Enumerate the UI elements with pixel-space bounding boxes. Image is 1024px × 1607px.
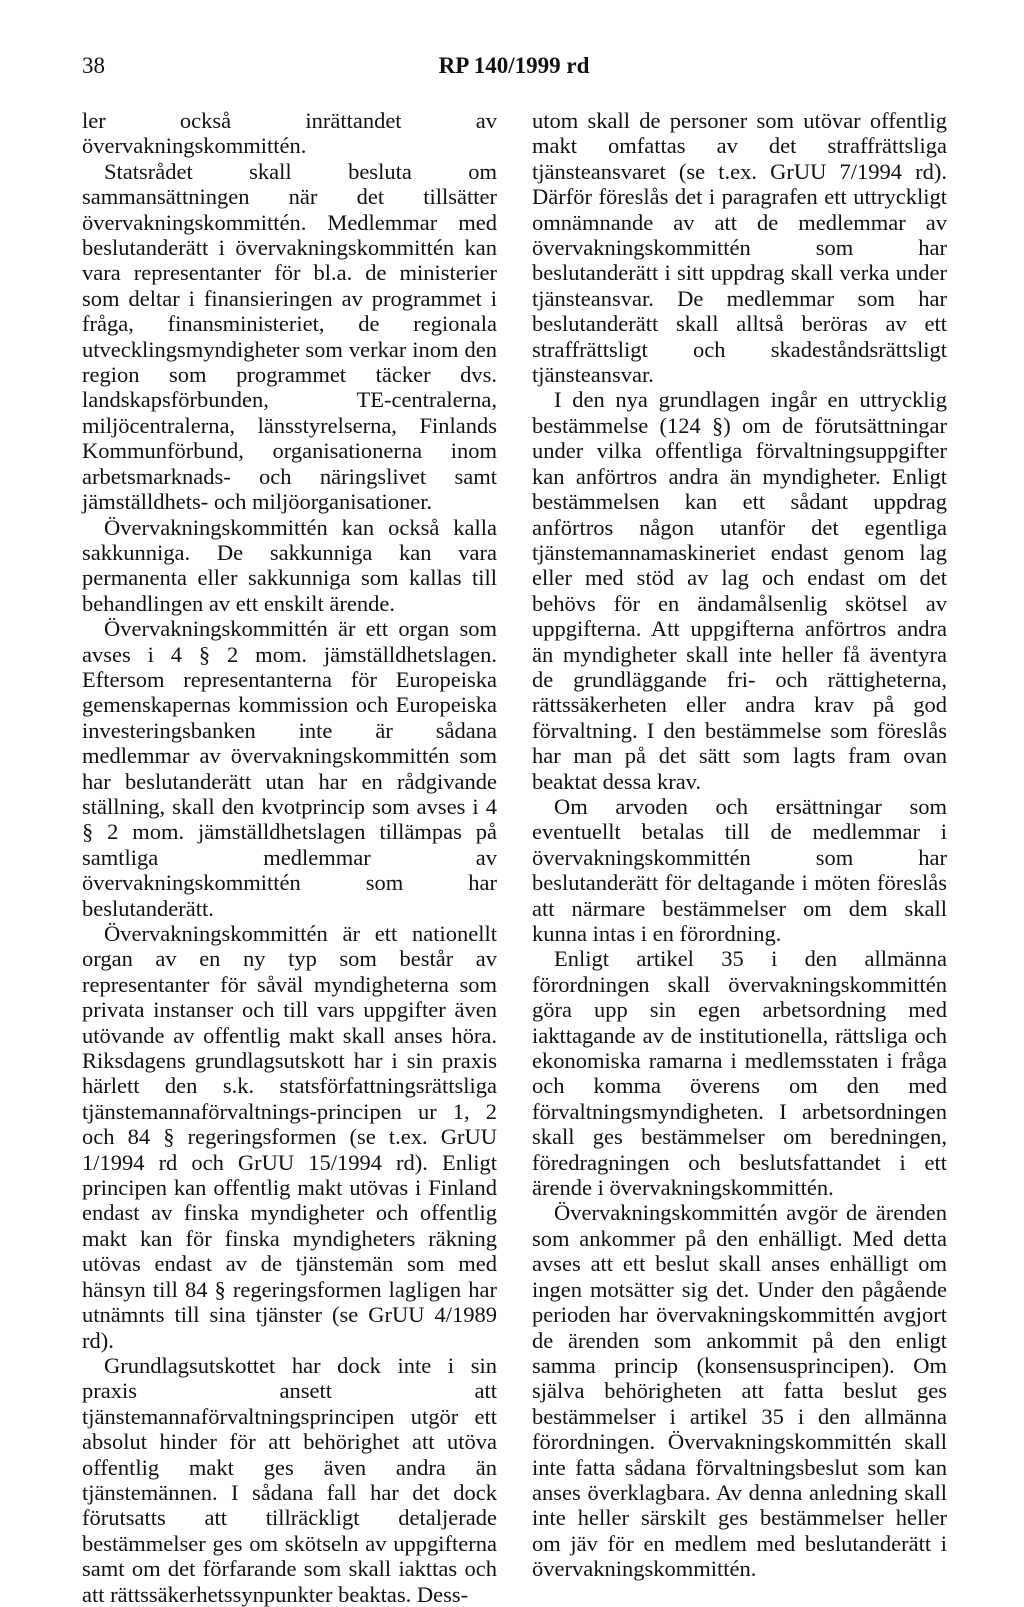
right-text-column (532, 108, 947, 1582)
paragraph: utom skall de personer som utövar offentlig makt omfattas av det straffrättsliga tjänsteansvaret (se t.ex. GrUU 7/1994 rd). Därför föreslås det i paragrafen ett uttryckligt omnämnande av att de medlemmar av övervakningskommittén som har beslutanderätt i sitt uppdrag skall verka under tjänsteansvar. De medlemmar som har beslutanderätt skall alltså beröras av ett straffrättsligt och skadeståndsrättsligt tjänsteansvar. (532, 108, 947, 388)
paragraph: Statsrådet skall besluta om sammansättningen när det tillsätter övervakningskommittén. Medlemmar med beslutanderätt i övervakningskommittén kan vara representanter för bl.a. de ministerier som deltar i finansieringen av programmet i fråga, finansministeriet, de regionala utvecklingsmyndigheter som verkar inom den region som programmet täcker dvs. landskapsförbunden, TE-centralerna, miljöcentralerna, länsstyrelserna, Finlands Kommunförbund, organisationerna inom arbetsmarknads- och näringslivet samt jämställdhets- och miljöorganisationer. (82, 158, 497, 515)
left-text-column (82, 108, 497, 1607)
paragraph: Grundlagsutskottet har dock inte i sin praxis ansett att tjänstemannaförvaltningsprincipen utgör ett absolut hinder för att behörighet att utöva offentlig makt ges även andra än tjänstemännen. I sådana fall har det dock förutsatts att tillräckligt detaljerade bestämmelser ges om skötseln av uppgifterna samt om det förfarande som skall iakttas och att rättssäkerhetssynpunkter beaktas. Dess- (82, 1352, 497, 1607)
paragraph: ler också inrättandet av övervakningskommittén. (82, 108, 497, 159)
paragraph: Övervakningskommittén är ett nationellt organ av en ny typ som består av representanter för såväl myndigheterna som privata instanser och till vars uppgifter även utövande av offentlig makt skall anses höra. Riksdagens grundlagsutskott har i sin praxis härlett den s.k. statsförfattningsrättsliga tjänstemannaförvaltnings-principen ur 1, 2 och 84 § regeringsformen (se t.ex. GrUU 1/1994 rd och GrUU 15/1994 rd). Enligt principen kan offentlig makt utövas i Finland endast av finska myndigheter och offentlig makt kan för finska myndigheters räkning utövas endast av de tjänstemän som med hänsyn till 84 § regeringsformen lagligen har utnämnts till sina tjänster (se GrUU 4/1989 rd). (82, 921, 497, 1353)
page-header (82, 50, 946, 82)
page-number: 38 (82, 53, 105, 78)
paragraph: Övervakningskommittén kan också kalla sakkunniga. De sakkunniga kan vara permanenta eller sakkunniga som kallas till behandlingen av ett enskilt ärende. (82, 514, 497, 616)
document-id: RP 140/1999 rd (438, 53, 590, 78)
paragraph: Övervakningskommittén är ett organ som avses i 4 § 2 mom. jämställdhetslagen. Eftersom representanterna för Europeiska gemenskapernas kommission och Europeiska investeringsbanken inte är sådana medlemmar av övervakningskommittén som har beslutanderätt utan har en rådgivande ställning, skall den kvotprincip som avses i 4 § 2 mom. jämställdhetslagen tillämpas på samtliga medlemmar av övervakningskommittén som har beslutanderätt. (82, 616, 497, 921)
paragraph: Övervakningskommittén avgör de ärenden som ankommer på den enhälligt. Med detta avses att ett beslut skall anses enhälligt om ingen motsätter sig det. Under den pågående perioden har övervakningskommittén avgjort de ärenden som ankommit på den enligt samma princip (konsensusprincipen). Om själva behörigheten att fatta beslut ges bestämmelser i artikel 35 i den allmänna förordningen. Övervakningskommittén skall inte fatta sådana förvaltningsbeslut som kan anses överklagbara. Av denna anledning skall inte heller särskilt ges bestämmelser heller om jäv för en medlem med beslutanderätt i övervakningskommittén. (532, 1200, 947, 1582)
paragraph: I den nya grundlagen ingår en uttrycklig bestämmelse (124 §) om de förutsättningar under vilka offentliga förvaltningsuppgifter kan anförtros andra än myndigheter. Enligt bestämmelsen kan ett sådant uppdrag anförtros någon utanför det egentliga tjänstemannamaskineriet endast genom lag eller med stöd av lag och endast om det behövs för en ändamålsenlig skötsel av uppgifterna. Att uppgifterna anförtros andra än myndigheter skall inte heller få äventyra de grundläggande fri- och rättigheterna, rättssäkerheten eller andra krav på god förvaltning. I den bestämmelse som föreslås har man på det sätt som lagts fram ovan beaktat dessa krav. (532, 387, 947, 794)
paragraph: Enligt artikel 35 i den allmänna förordningen skall övervakningskommittén göra upp sin egen arbetsordning med iakttagande av de institutionella, rättsliga och ekonomiska ramarna i medlemsstaten i fråga och komma överens om den med förvaltningsmyndigheten. I arbetsordningen skall ges bestämmelser om beredningen, föredragningen och beslutsfattandet i ett ärende i övervakningskommittén. (532, 946, 947, 1201)
paragraph: Om arvoden och ersättningar som eventuellt betalas till de medlemmar i övervakningskommittén som har beslutanderätt för deltagande i möten föreslås att närmare bestämmelser om dem skall kunna intas i en förordning. (532, 793, 947, 946)
